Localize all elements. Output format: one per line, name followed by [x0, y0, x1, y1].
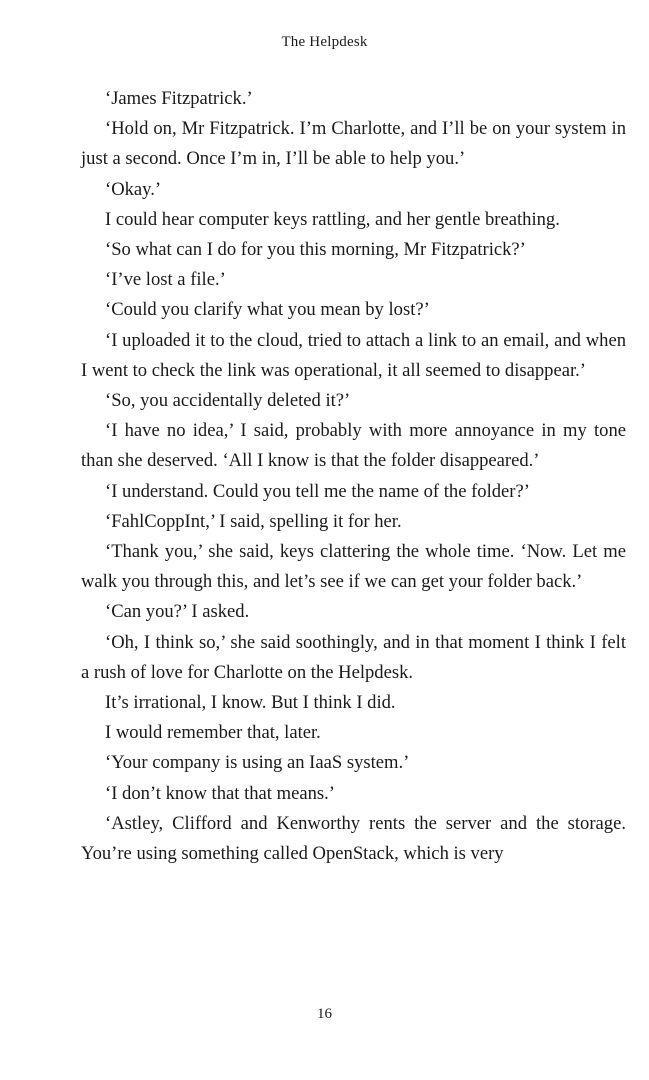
paragraph-7: ‘Could you clarify what you mean by lost?’ [105, 299, 430, 321]
paragraph-16: It’s irrational, I know. But I think I did. [105, 692, 396, 714]
paragraph-5: ‘So what can I do for you this morning, Mr Fitzpatrick?’ [105, 239, 526, 261]
running-head: The Helpdesk [281, 34, 368, 50]
paragraph-12: ‘FahlCoppInt,’ I said, spelling it for her. [105, 510, 402, 532]
paragraph-14: ‘Can you?’ I asked. [105, 601, 250, 623]
paragraph-8: ‘I uploaded it to the cloud, tried to attach a link to an email, and when I went to check the link was operational, it all seemed to disappear.’ [81, 329, 626, 381]
body-text [81, 84, 626, 869]
paragraph-13: ‘Thank you,’ she said, keys clattering the whole time. ‘Now. Let me walk you through this, and let’s see if we can get your folder back.’ [81, 541, 626, 593]
paragraph-6: ‘I’ve lost a file.’ [105, 269, 226, 291]
paragraph-18: ‘Your company is using an IaaS system.’ [105, 752, 410, 774]
paragraph-20: ‘Astley, Clifford and Kenworthy rents the server and the storage. You’re using something called OpenStack, which is very [81, 812, 626, 865]
paragraph-3: ‘Okay.’ [105, 178, 162, 200]
paragraph-1: ‘James Fitzpatrick.’ [105, 88, 253, 109]
paragraph-10: ‘I have no idea,’ I said, probably with more annoyance in my tone than she deserved. ‘All I know is that the folder disappeared.’ [81, 420, 626, 472]
paragraph-19: ‘I don’t know that that means.’ [105, 782, 335, 804]
paragraph-17: I would remember that, later. [105, 722, 321, 744]
paragraph-4: I could hear computer keys rattling, and her gentle breathing. [105, 208, 560, 230]
paragraph-11: ‘I understand. Could you tell me the name of the folder?’ [105, 480, 530, 502]
page-number: 16 [317, 1006, 332, 1022]
paragraph-2: ‘Hold on, Mr Fitzpatrick. I’m Charlotte, and I’ll be on your system in just a second. Once I’m in, I’ll be able to help you.’ [81, 118, 626, 170]
paragraph-9: ‘So, you accidentally deleted it?’ [105, 390, 351, 412]
paragraph-15: ‘Oh, I think so,’ she said soothingly, and in that moment I think I felt a rush of love for Charlotte on the Helpdesk. [81, 631, 626, 683]
